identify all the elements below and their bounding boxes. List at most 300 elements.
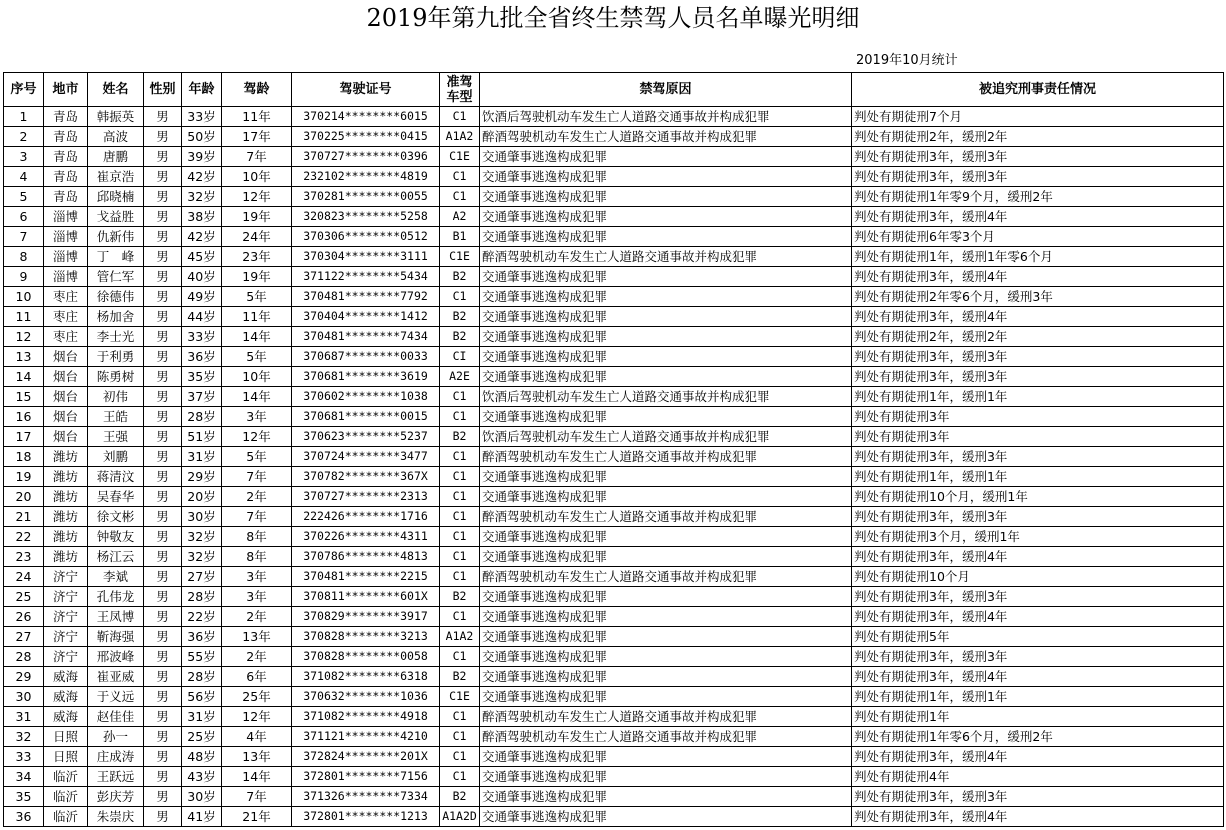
cell-vehicle-class: C1E [440,147,480,167]
cell-name: 于义远 [88,687,144,707]
cell-license-number: 370727********2313 [292,487,440,507]
table-row [4,527,1224,547]
cell-name: 丁 峰 [88,247,144,267]
cell-vehicle-class: A1A2D [440,807,480,827]
header-criminal-liability: 被追究刑事责任情况 [852,73,1224,107]
cell-ban-reason: 醉酒驾驶机动车发生亡人道路交通事故并构成犯罪 [480,247,852,267]
header-license-number: 驾驶证号 [292,73,440,107]
cell-license-number: 222426********1716 [292,507,440,527]
cell-criminal-liability: 判处有期徒刑3年，缓刑3年 [852,147,1224,167]
cell-criminal-liability: 判处有期徒刑10个月，缓刑1年 [852,487,1224,507]
cell-age: 32岁 [182,527,222,547]
cell-criminal-liability: 判处有期徒刑3年，缓刑3年 [852,367,1224,387]
cell-name: 陈勇树 [88,367,144,387]
cell-ban-reason: 交通肇事逃逸构成犯罪 [480,527,852,547]
cell-age: 36岁 [182,347,222,367]
cell-gender: 男 [144,747,182,767]
cell-driving-years: 2年 [222,487,292,507]
cell-driving-years: 8年 [222,527,292,547]
cell-age: 30岁 [182,507,222,527]
cell-driving-years: 5年 [222,447,292,467]
cell-vehicle-class: B2 [440,307,480,327]
cell-city: 日照 [44,727,88,747]
table-row [4,307,1224,327]
cell-city: 济宁 [44,627,88,647]
cell-criminal-liability: 判处有期徒刑3年，缓刑4年 [852,747,1224,767]
cell-gender: 男 [144,367,182,387]
header-city: 地市 [44,73,88,107]
cell-criminal-liability: 判处有期徒刑3年 [852,407,1224,427]
cell-gender: 男 [144,647,182,667]
cell-age: 40岁 [182,267,222,287]
cell-ban-reason: 交通肇事逃逸构成犯罪 [480,607,852,627]
cell-city: 威海 [44,667,88,687]
cell-gender: 男 [144,587,182,607]
cell-criminal-liability: 判处有期徒刑3年，缓刑4年 [852,807,1224,827]
cell-age: 22岁 [182,607,222,627]
cell-driving-years: 12年 [222,187,292,207]
cell-vehicle-class: C1 [440,647,480,667]
cell-criminal-liability: 判处有期徒刑3年，缓刑3年 [852,347,1224,367]
cell-license-number: 371082********4918 [292,707,440,727]
cell-ban-reason: 交通肇事逃逸构成犯罪 [480,547,852,567]
cell-age: 49岁 [182,287,222,307]
cell-age: 51岁 [182,427,222,447]
cell-license-number: 372824********201X [292,747,440,767]
cell-ban-reason: 交通肇事逃逸构成犯罪 [480,487,852,507]
cell-vehicle-class: C1E [440,687,480,707]
cell-index: 32 [4,727,44,747]
cell-driving-years: 17年 [222,127,292,147]
cell-index: 16 [4,407,44,427]
cell-index: 20 [4,487,44,507]
cell-vehicle-class: C1 [440,167,480,187]
cell-name: 崔京浩 [88,167,144,187]
cell-name: 李斌 [88,567,144,587]
cell-ban-reason: 交通肇事逃逸构成犯罪 [480,327,852,347]
cell-gender: 男 [144,527,182,547]
cell-age: 41岁 [182,807,222,827]
cell-criminal-liability: 判处有期徒刑6年零3个月 [852,227,1224,247]
cell-driving-years: 4年 [222,727,292,747]
cell-gender: 男 [144,487,182,507]
cell-driving-years: 5年 [222,287,292,307]
table-row [4,407,1224,427]
table-row [4,207,1224,227]
cell-vehicle-class: B2 [440,587,480,607]
cell-name: 杨江云 [88,547,144,567]
cell-driving-years: 2年 [222,647,292,667]
cell-driving-years: 23年 [222,247,292,267]
cell-index: 2 [4,127,44,147]
cell-license-number: 320823********5258 [292,207,440,227]
cell-ban-reason: 交通肇事逃逸构成犯罪 [480,667,852,687]
cell-license-number: 370681********0015 [292,407,440,427]
cell-criminal-liability: 判处有期徒刑3年，缓刑3年 [852,587,1224,607]
cell-name: 崔亚威 [88,667,144,687]
cell-age: 45岁 [182,247,222,267]
cell-index: 24 [4,567,44,587]
cell-city: 日照 [44,747,88,767]
cell-criminal-liability: 判处有期徒刑1年，缓刑1年 [852,387,1224,407]
cell-vehicle-class: C1 [440,747,480,767]
cell-age: 42岁 [182,227,222,247]
cell-name: 韩振英 [88,107,144,127]
cell-gender: 男 [144,547,182,567]
cell-driving-years: 11年 [222,307,292,327]
cell-driving-years: 14年 [222,767,292,787]
cell-city: 淄博 [44,267,88,287]
cell-city: 潍坊 [44,447,88,467]
cell-criminal-liability: 判处有期徒刑3年，缓刑4年 [852,267,1224,287]
cell-index: 33 [4,747,44,767]
cell-license-number: 370304********3111 [292,247,440,267]
cell-criminal-liability: 判处有期徒刑10个月 [852,567,1224,587]
cell-index: 22 [4,527,44,547]
cell-driving-years: 8年 [222,547,292,567]
cell-index: 27 [4,627,44,647]
cell-gender: 男 [144,167,182,187]
table-row [4,327,1224,347]
table-row [4,507,1224,527]
table-row [4,767,1224,787]
cell-criminal-liability: 判处有期徒刑3年，缓刑3年 [852,647,1224,667]
cell-license-number: 370681********3619 [292,367,440,387]
cell-age: 36岁 [182,627,222,647]
cell-name: 于利勇 [88,347,144,367]
cell-name: 唐鹏 [88,147,144,167]
cell-license-number: 370828********0058 [292,647,440,667]
table-row [4,107,1224,127]
header-age: 年龄 [182,73,222,107]
cell-vehicle-class: A2 [440,207,480,227]
cell-ban-reason: 交通肇事逃逸构成犯罪 [480,687,852,707]
cell-name: 邢波峰 [88,647,144,667]
cell-vehicle-class: C1 [440,447,480,467]
cell-vehicle-class: B2 [440,427,480,447]
cell-vehicle-class: C1 [440,407,480,427]
cell-license-number: 371122********5434 [292,267,440,287]
cell-vehicle-class: A1A2 [440,627,480,647]
cell-ban-reason: 醉酒驾驶机动车发生亡人道路交通事故并构成犯罪 [480,567,852,587]
cell-age: 27岁 [182,567,222,587]
cell-vehicle-class: C1 [440,527,480,547]
table-row [4,227,1224,247]
cell-criminal-liability: 判处有期徒刑1年，缓刑1年 [852,687,1224,707]
cell-city: 烟台 [44,387,88,407]
cell-city: 烟台 [44,347,88,367]
cell-criminal-liability: 判处有期徒刑7个月 [852,107,1224,127]
cell-driving-years: 14年 [222,327,292,347]
cell-driving-years: 12年 [222,707,292,727]
cell-city: 青岛 [44,147,88,167]
table-row [4,687,1224,707]
table-row [4,807,1224,827]
cell-ban-reason: 交通肇事逃逸构成犯罪 [480,747,852,767]
cell-criminal-liability: 判处有期徒刑2年，缓刑2年 [852,127,1224,147]
cell-name: 吴春华 [88,487,144,507]
cell-name: 王皓 [88,407,144,427]
cell-vehicle-class: B1 [440,227,480,247]
cell-license-number: 370481********7434 [292,327,440,347]
cell-gender: 男 [144,387,182,407]
cell-name: 朱崇庆 [88,807,144,827]
cell-city: 济宁 [44,647,88,667]
cell-name: 赵佳佳 [88,707,144,727]
cell-city: 济宁 [44,587,88,607]
cell-city: 潍坊 [44,527,88,547]
table-row [4,447,1224,467]
cell-name: 初伟 [88,387,144,407]
cell-age: 48岁 [182,747,222,767]
cell-vehicle-class: C1 [440,387,480,407]
cell-ban-reason: 交通肇事逃逸构成犯罪 [480,767,852,787]
cell-ban-reason: 饮酒后驾驶机动车发生亡人道路交通事故并构成犯罪 [480,107,852,127]
cell-name: 彭庆芳 [88,787,144,807]
cell-city: 青岛 [44,127,88,147]
cell-name: 高波 [88,127,144,147]
header-driving-years: 驾龄 [222,73,292,107]
cell-license-number: 370786********4813 [292,547,440,567]
cell-license-number: 370811********601X [292,587,440,607]
cell-license-number: 370226********4311 [292,527,440,547]
cell-index: 15 [4,387,44,407]
cell-city: 枣庄 [44,307,88,327]
cell-ban-reason: 交通肇事逃逸构成犯罪 [480,287,852,307]
cell-license-number: 370404********1412 [292,307,440,327]
cell-driving-years: 25年 [222,687,292,707]
cell-index: 14 [4,367,44,387]
cell-city: 济宁 [44,567,88,587]
cell-name: 徐德伟 [88,287,144,307]
cell-ban-reason: 交通肇事逃逸构成犯罪 [480,167,852,187]
cell-index: 12 [4,327,44,347]
cell-name: 王强 [88,427,144,447]
cell-city: 潍坊 [44,547,88,567]
cell-driving-years: 13年 [222,747,292,767]
cell-age: 37岁 [182,387,222,407]
cell-criminal-liability: 判处有期徒刑5年 [852,627,1224,647]
cell-criminal-liability: 判处有期徒刑1年零6个月，缓刑2年 [852,727,1224,747]
cell-gender: 男 [144,247,182,267]
cell-index: 4 [4,167,44,187]
cell-age: 30岁 [182,787,222,807]
cell-vehicle-class: C1 [440,507,480,527]
cell-gender: 男 [144,187,182,207]
cell-gender: 男 [144,627,182,647]
cell-license-number: 370724********3477 [292,447,440,467]
cell-criminal-liability: 判处有期徒刑2年零6个月，缓刑3年 [852,287,1224,307]
cell-city: 淄博 [44,227,88,247]
cell-name: 蒋清汶 [88,467,144,487]
cell-vehicle-class: A2E [440,367,480,387]
cell-name: 孔伟龙 [88,587,144,607]
cell-name: 靳海强 [88,627,144,647]
cell-criminal-liability: 判处有期徒刑1年，缓刑1年 [852,467,1224,487]
table-row [4,587,1224,607]
cell-gender: 男 [144,347,182,367]
cell-gender: 男 [144,807,182,827]
cell-driving-years: 6年 [222,667,292,687]
cell-age: 42岁 [182,167,222,187]
cell-license-number: 370828********3213 [292,627,440,647]
cell-criminal-liability: 判处有期徒刑3年，缓刑4年 [852,547,1224,567]
cell-age: 20岁 [182,487,222,507]
cell-license-number: 232102********4819 [292,167,440,187]
cell-index: 9 [4,267,44,287]
cell-gender: 男 [144,447,182,467]
cell-vehicle-class: C1 [440,727,480,747]
table-row [4,487,1224,507]
document-title: 2019年第九批全省终生禁驾人员名单曝光明细 [366,4,860,32]
cell-driving-years: 3年 [222,407,292,427]
cell-city: 枣庄 [44,287,88,307]
cell-gender: 男 [144,287,182,307]
cell-criminal-liability: 判处有期徒刑3年 [852,427,1224,447]
cell-age: 28岁 [182,407,222,427]
cell-driving-years: 7年 [222,147,292,167]
cell-city: 淄博 [44,247,88,267]
cell-criminal-liability: 判处有期徒刑3年，缓刑4年 [852,307,1224,327]
cell-ban-reason: 交通肇事逃逸构成犯罪 [480,147,852,167]
cell-city: 威海 [44,707,88,727]
cell-license-number: 370623********5237 [292,427,440,447]
header-ban-reason: 禁驾原因 [480,73,852,107]
cell-license-number: 371082********6318 [292,667,440,687]
header-vehicle-class: 准驾车型 [440,73,480,107]
cell-index: 3 [4,147,44,167]
cell-gender: 男 [144,727,182,747]
table-row [4,267,1224,287]
cell-ban-reason: 交通肇事逃逸构成犯罪 [480,307,852,327]
table-row [4,387,1224,407]
cell-age: 38岁 [182,207,222,227]
cell-index: 25 [4,587,44,607]
cell-ban-reason: 醉酒驾驶机动车发生亡人道路交通事故并构成犯罪 [480,447,852,467]
cell-city: 临沂 [44,767,88,787]
cell-gender: 男 [144,147,182,167]
cell-criminal-liability: 判处有期徒刑4年 [852,767,1224,787]
cell-index: 6 [4,207,44,227]
cell-age: 31岁 [182,707,222,727]
cell-criminal-liability: 判处有期徒刑2年，缓刑2年 [852,327,1224,347]
cell-vehicle-class: C1 [440,567,480,587]
cell-age: 35岁 [182,367,222,387]
cell-name: 邱晓楠 [88,187,144,207]
cell-license-number: 370602********1038 [292,387,440,407]
cell-gender: 男 [144,687,182,707]
table-row [4,627,1224,647]
cell-name: 王跃远 [88,767,144,787]
cell-age: 43岁 [182,767,222,787]
cell-vehicle-class: B2 [440,667,480,687]
cell-vehicle-class: C1 [440,107,480,127]
cell-license-number: 370281********0055 [292,187,440,207]
cell-gender: 男 [144,607,182,627]
cell-license-number: 371121********4210 [292,727,440,747]
cell-license-number: 370225********0415 [292,127,440,147]
cell-name: 戈益胜 [88,207,144,227]
table-row [4,647,1224,667]
cell-city: 青岛 [44,167,88,187]
cell-ban-reason: 交通肇事逃逸构成犯罪 [480,347,852,367]
cell-vehicle-class: B2 [440,787,480,807]
cell-age: 28岁 [182,587,222,607]
cell-age: 33岁 [182,327,222,347]
cell-index: 26 [4,607,44,627]
cell-criminal-liability: 判处有期徒刑3年，缓刑4年 [852,207,1224,227]
cell-ban-reason: 醉酒驾驶机动车发生亡人道路交通事故并构成犯罪 [480,507,852,527]
table-row [4,667,1224,687]
table-header-row [4,73,1224,107]
cell-name: 徐文彬 [88,507,144,527]
cell-license-number: 372801********1213 [292,807,440,827]
cell-criminal-liability: 判处有期徒刑3年，缓刑4年 [852,607,1224,627]
table-row [4,347,1224,367]
cell-license-number: 370687********0033 [292,347,440,367]
cell-gender: 男 [144,307,182,327]
cell-ban-reason: 交通肇事逃逸构成犯罪 [480,227,852,247]
table-row [4,367,1224,387]
table-row [4,187,1224,207]
cell-city: 济宁 [44,607,88,627]
cell-license-number: 370481********7792 [292,287,440,307]
table-row [4,747,1224,767]
cell-driving-years: 7年 [222,467,292,487]
cell-vehicle-class: C1 [440,767,480,787]
cell-age: 55岁 [182,647,222,667]
table-row [4,787,1224,807]
table-row [4,567,1224,587]
cell-driving-years: 11年 [222,107,292,127]
cell-city: 烟台 [44,367,88,387]
cell-criminal-liability: 判处有期徒刑1年，缓刑1年零6个月 [852,247,1224,267]
cell-license-number: 370727********0396 [292,147,440,167]
cell-gender: 男 [144,707,182,727]
cell-city: 潍坊 [44,487,88,507]
cell-index: 35 [4,787,44,807]
cell-ban-reason: 交通肇事逃逸构成犯罪 [480,627,852,647]
cell-driving-years: 19年 [222,267,292,287]
cell-ban-reason: 交通肇事逃逸构成犯罪 [480,807,852,827]
cell-gender: 男 [144,787,182,807]
cell-driving-years: 10年 [222,167,292,187]
header-name: 姓名 [88,73,144,107]
cell-index: 28 [4,647,44,667]
cell-index: 30 [4,687,44,707]
cell-name: 钟敬友 [88,527,144,547]
cell-driving-years: 5年 [222,347,292,367]
cell-criminal-liability: 判处有期徒刑3年，缓刑3年 [852,787,1224,807]
cell-index: 29 [4,667,44,687]
cell-city: 烟台 [44,407,88,427]
cell-gender: 男 [144,667,182,687]
cell-ban-reason: 醉酒驾驶机动车发生亡人道路交通事故并构成犯罪 [480,707,852,727]
cell-criminal-liability: 判处有期徒刑3年，缓刑3年 [852,507,1224,527]
cell-index: 8 [4,247,44,267]
cell-gender: 男 [144,767,182,787]
cell-vehicle-class: C1 [440,547,480,567]
cell-gender: 男 [144,507,182,527]
cell-vehicle-class: CI [440,347,480,367]
cell-driving-years: 3年 [222,567,292,587]
cell-license-number: 370782********367X [292,467,440,487]
cell-license-number: 370481********2215 [292,567,440,587]
cell-index: 17 [4,427,44,447]
cell-vehicle-class: C1 [440,187,480,207]
table-row [4,607,1224,627]
cell-age: 44岁 [182,307,222,327]
